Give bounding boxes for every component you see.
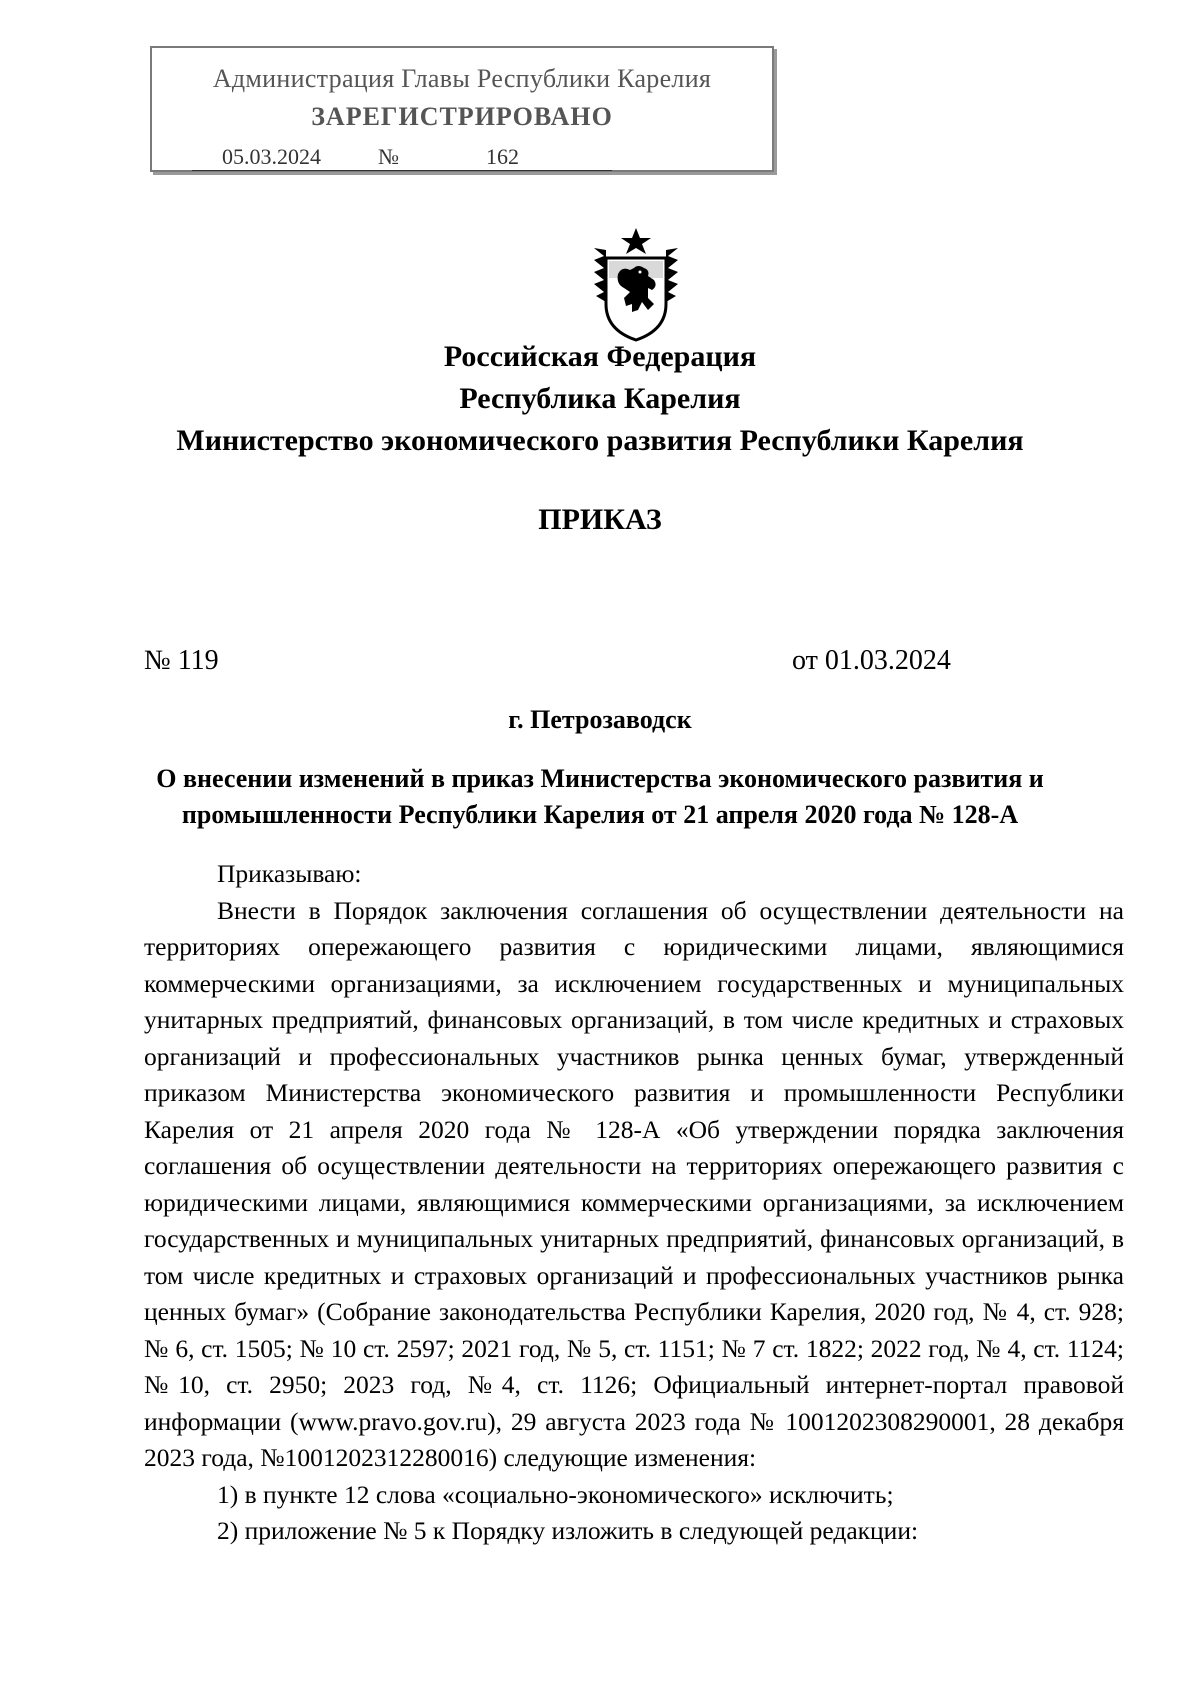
order-city: г. Петрозаводск <box>508 705 692 734</box>
document-title-line1: О внесении изменений в приказ Министерства экономического развития и <box>156 764 1044 793</box>
order-date: от 01.03.2024 <box>792 645 951 676</box>
stamp-number: 162 <box>486 144 519 169</box>
list-item: 1) в пункте 12 слова «социально-экономического» исключить; <box>217 1479 894 1509</box>
main-paragraph: Внести в Порядок заключения соглашения об осуществлении деятельности на территориях опережающего развития с юридическими лицами, являющимися коммерческими организациями, за исключением государственных и муниципальных унитарных предприятий, финансовых организаций, в том числе кредитных и страховых организаций и профессиональных участников рынка ценных бумаг, утвержденный приказом Министерства экономического развития и промышленности Республики Карелия от 21 апреля 2020 года № 128-А «Об утверждении порядка заключения соглашения об осуществлении деятельности на территориях опережающего развития с юридическими лицами, являющимися коммерческими организациями, за исключением государственных и муниципальных унитарных предприятий, финансовых организаций, в том числе кредитных и страховых организаций и профессиональных участников рынка ценных бумаг» (Собрание законодательства Республики Карелия, 2020 год, № 4, ст. 928; № 6, ст. 1505; № 10 ст. 2597; 2021 год, № 5, ст. 1151; № 7 ст. 1822; 2022 год, № 4, ст. 1124; №10, ст. 2950; 2023 год, №4, ст. 1126; Официальный интернет-портал правовой информации (www.pravo.gov.ru), 29 августа 2023 года № 1001202308290001, 28 декабря 2023 года, №1001202312280016) следующие изменения: <box>144 895 1124 1472</box>
order-word: Приказываю: <box>217 859 362 888</box>
document-type: ПРИКАЗ <box>538 503 662 536</box>
stamp-registration-line <box>192 144 612 171</box>
header-ministry: Министерство экономического развития Республики Карелия <box>176 424 1024 457</box>
karelia-coat-of-arms-icon <box>588 226 684 344</box>
document-title-line2: промышленности Республики Карелия от 21 апреля 2020 года № 128-А <box>181 800 1019 829</box>
header-country: Российская Федерация <box>443 340 757 373</box>
order-number: № 119 <box>144 645 219 676</box>
stamp-organization: Администрация Главы Республики Карелия <box>212 64 712 93</box>
header-republic: Республика Карелия <box>459 382 741 415</box>
stamp-status: ЗАРЕГИСТРИРОВАНО <box>311 102 613 131</box>
stamp-number-sign: № <box>378 144 399 169</box>
stamp-date: 05.03.2024 <box>222 144 321 169</box>
list-item: 2) приложение № 5 к Порядку изложить в следующей редакции: <box>217 1516 919 1545</box>
document-body <box>144 856 1124 1550</box>
registration-stamp <box>150 46 774 172</box>
